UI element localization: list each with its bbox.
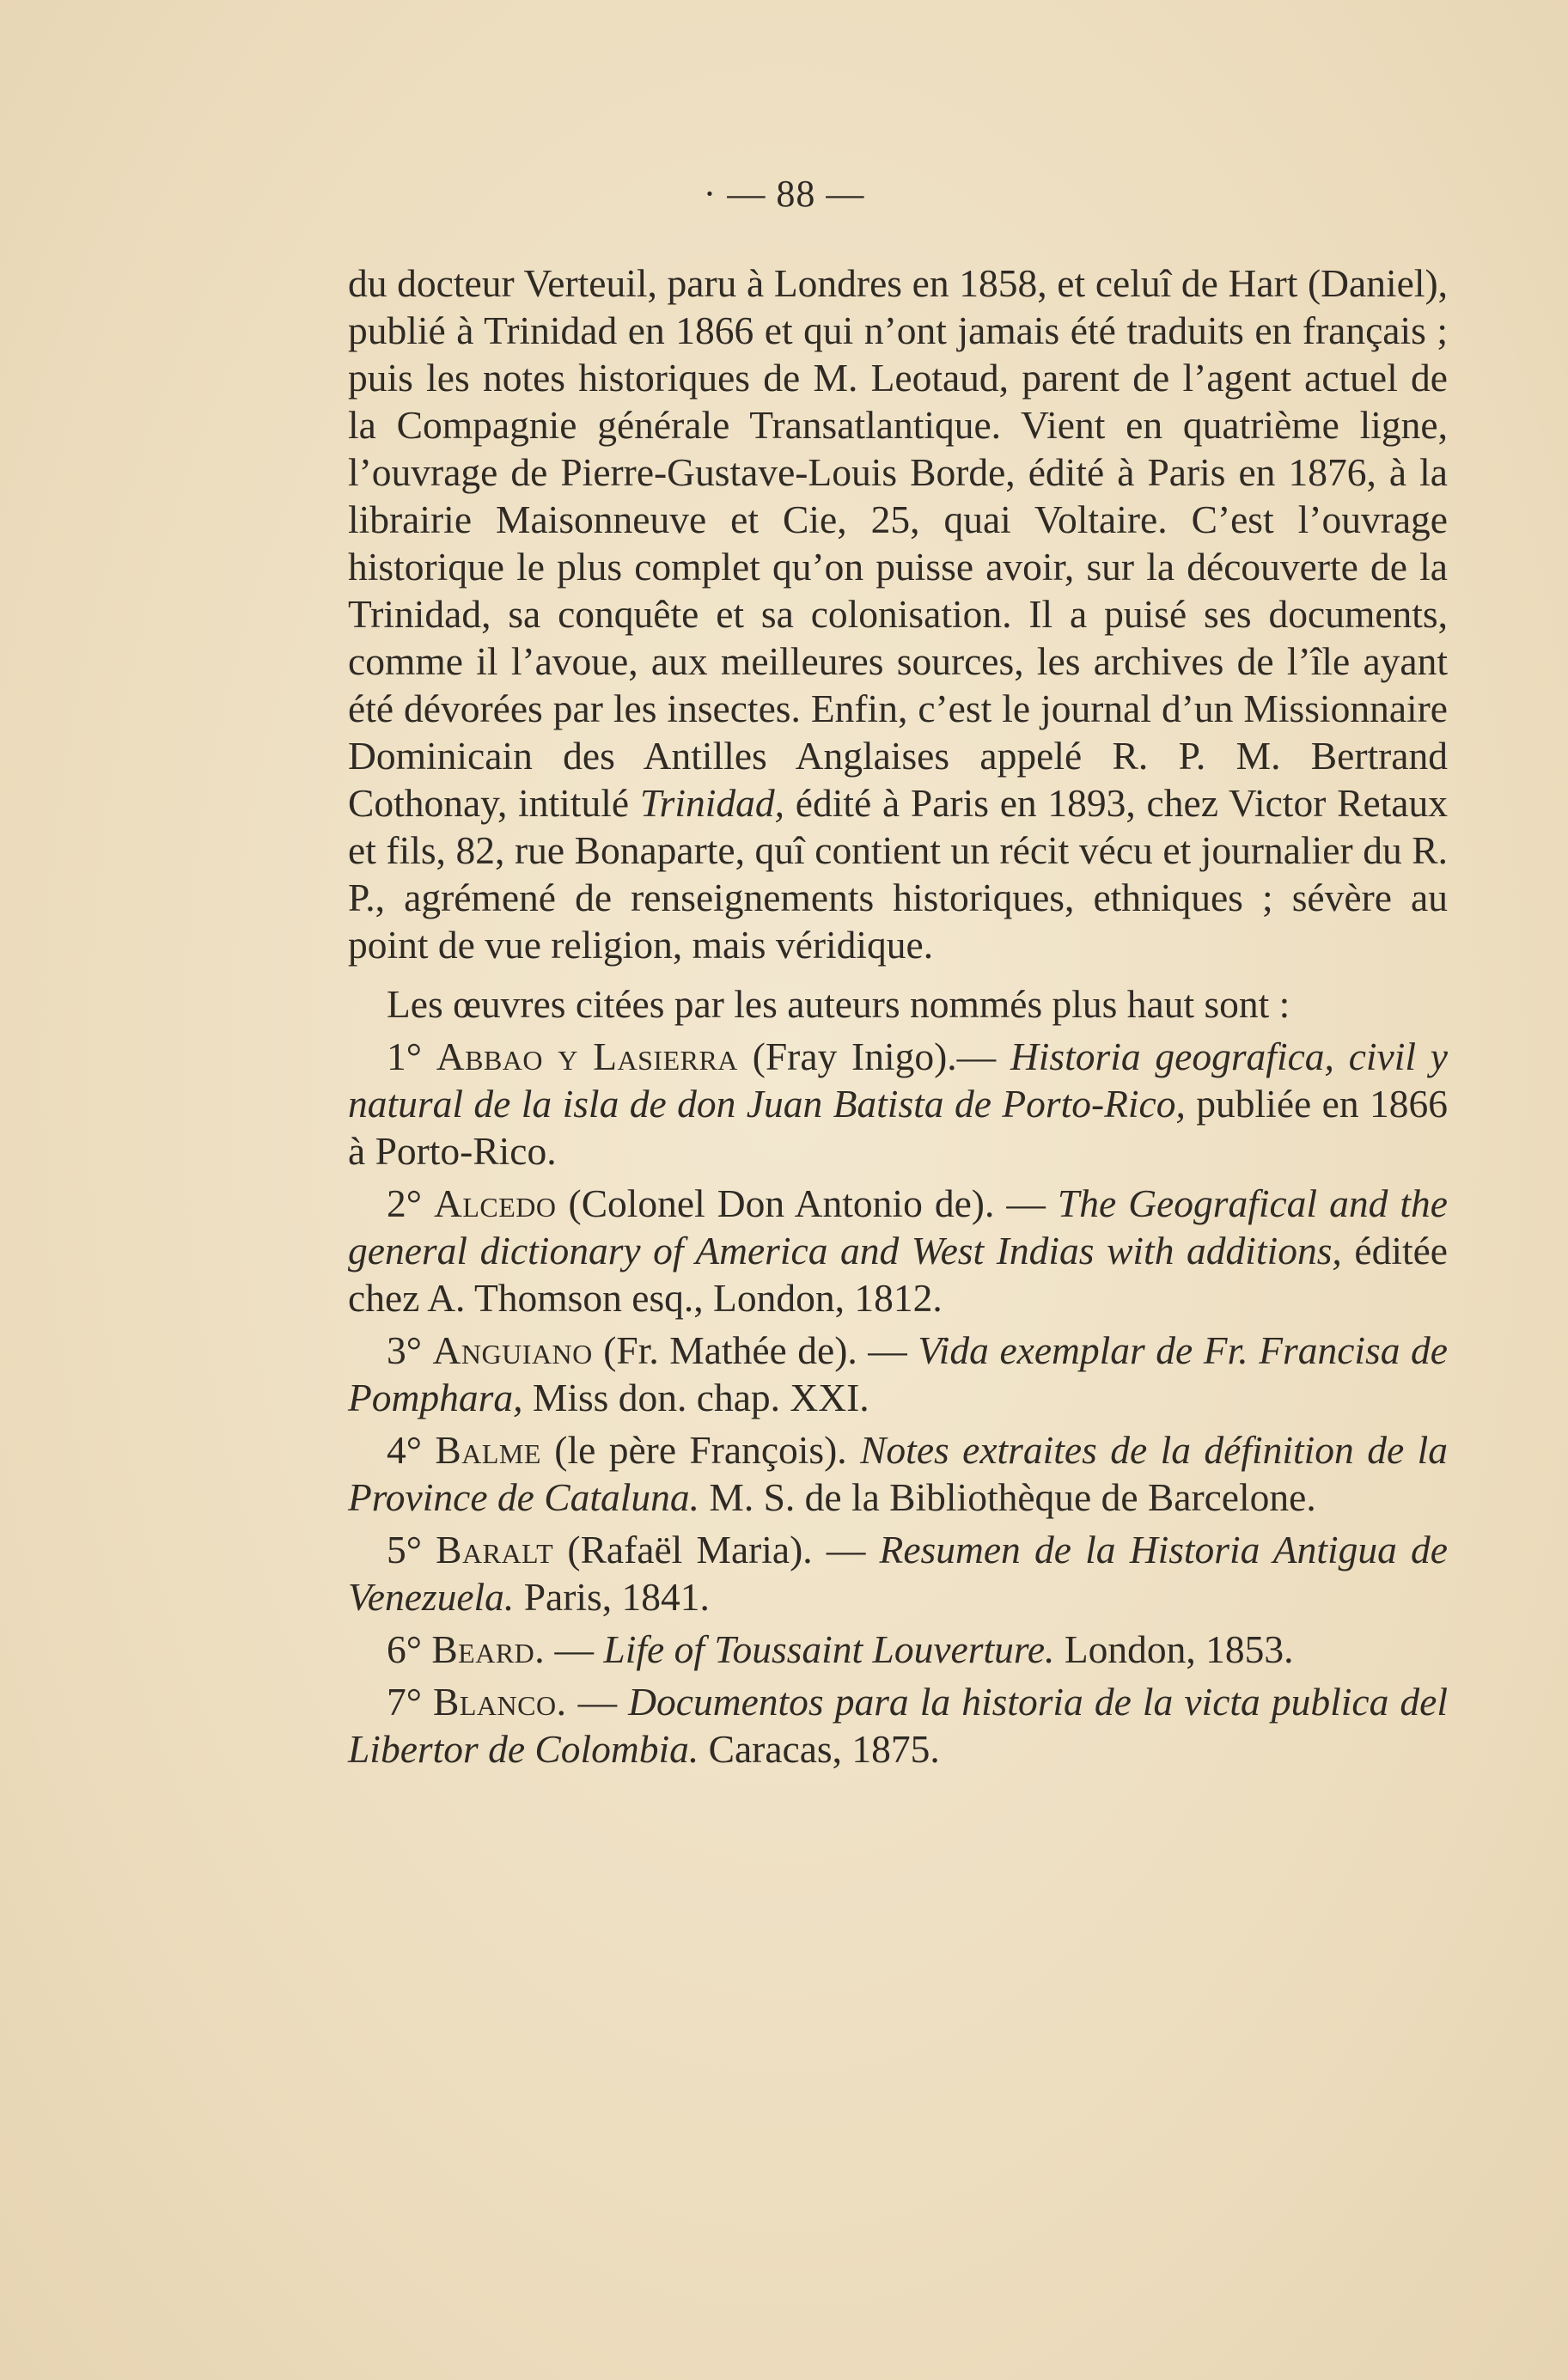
bibliography-entry bbox=[348, 1678, 1448, 1773]
entry-author: Anguiano bbox=[432, 1328, 593, 1372]
entry-author: Blanco. bbox=[433, 1680, 567, 1724]
entry-author: Baralt bbox=[436, 1528, 554, 1571]
body-text bbox=[348, 259, 1448, 1773]
bibliography-entry bbox=[348, 1327, 1448, 1421]
entry-rest: London, 1853. bbox=[1054, 1627, 1294, 1671]
paragraph-sources bbox=[348, 259, 1448, 968]
bibliography-entry bbox=[348, 1180, 1448, 1321]
entry-details: — bbox=[545, 1627, 604, 1671]
entry-details: (Colonel Don Antonio de). — bbox=[556, 1181, 1058, 1225]
bibliography-entry bbox=[348, 1526, 1448, 1620]
entry-number: 7° bbox=[387, 1680, 434, 1724]
entry-number: 3° bbox=[387, 1328, 433, 1372]
entry-rest: publiée en 1866 à Porto-Rico. bbox=[348, 1082, 1448, 1173]
entry-author: Balme bbox=[435, 1428, 541, 1472]
entry-details: (Rafaël Maria). — bbox=[553, 1528, 880, 1571]
entry-details: — bbox=[566, 1680, 629, 1724]
entry-number: 5° bbox=[387, 1528, 436, 1571]
entry-title: The Geografical and the general dictionary of America and West Indias with additions, bbox=[348, 1181, 1448, 1272]
paragraph-works-intro: Les œuvres citées par les auteurs nommés plus haut sont : bbox=[387, 982, 1290, 1026]
bibliography-entry bbox=[348, 1033, 1448, 1175]
entry-title: Life of Toussaint Louverture. bbox=[603, 1627, 1055, 1671]
entry-title: Historia geografica, civil y natural de la isla de don Juan Batista de Porto-Rico, bbox=[348, 1034, 1449, 1126]
entry-details: (Fray Inigo).— bbox=[737, 1034, 1010, 1078]
entry-title: Notes extraites de la définition de la Province de Cataluna. bbox=[348, 1428, 1448, 1519]
entry-number: 4° bbox=[387, 1428, 436, 1472]
entry-rest: M. S. de la Bibliothèque de Barcelone. bbox=[699, 1475, 1316, 1519]
entry-rest: Paris, 1841. bbox=[514, 1575, 710, 1619]
bibliography-entry bbox=[348, 1626, 1448, 1673]
entry-details: (Fr. Mathée de). — bbox=[592, 1328, 918, 1372]
entry-author: Beard. bbox=[431, 1627, 546, 1671]
entry-title: Vida exemplar de Fr. Francisa de Pomphara, bbox=[348, 1328, 1448, 1419]
entry-number: 1° bbox=[387, 1034, 436, 1078]
entry-author: Abbao y Lasierra bbox=[436, 1034, 738, 1078]
entry-rest: éditée chez A. Thomson esq., London, 1812. bbox=[348, 1229, 1448, 1320]
entry-title: Resumen de la Historia Antigua de Venezuela. bbox=[348, 1528, 1448, 1619]
entry-author: Alcedo bbox=[433, 1181, 557, 1225]
entry-rest: Caracas, 1875. bbox=[699, 1727, 940, 1771]
entry-number: 6° bbox=[387, 1627, 432, 1671]
entry-rest: Miss don. chap. XXI. bbox=[522, 1376, 869, 1419]
paragraph-sources-title: Trinidad, bbox=[639, 781, 784, 825]
entry-number: 2° bbox=[387, 1181, 434, 1225]
entry-title: Documentos para la historia de la victa publica del Libertor de Colombia. bbox=[348, 1680, 1449, 1771]
paragraph-sources-text: du docteur Verteuil, paru à Londres en 1858, et celuî de Hart (Daniel), publié à Trinidad en 1866 et qui n’ont jamais été traduits en français ; puis les notes historiques de M. Leotaud, parent de l’agent actuel de la Compagnie générale Transatlantique. Vient en quatrième ligne, l’ouvrage de Pierre-Gustave-Louis Borde, édité à Paris en 1876, à la librairie Maisonneuve et Cie, 25, quai Voltaire. C’est l’ouvrage historique le plus complet qu’on puisse avoir, sur la découverte de la Trinidad, sa conquête et sa colonisation. Il a puisé ses documents, comme il l’avoue, aux meilleures sources, les archives de l’île ayant été dévorées par les insectes. Enfin, c’est le journal d’un Missionnaire Dominicain des Antilles Anglaises appelé R. P. M. Bertrand Cothonay, intitulé bbox=[348, 261, 1448, 825]
bibliography-entry bbox=[348, 1426, 1448, 1521]
page-number: · — 88 — bbox=[703, 173, 865, 215]
entry-details: (le père François). bbox=[540, 1428, 861, 1472]
paragraph-sources-end: édité à Paris en 1893, chez Victor Retaux et fils, 82, rue Bonaparte, quî contient un récit vécu et journalier du R. P., agrémené de renseignements historiques, ethniques ; sévère au point de vue religion, mais véridique. bbox=[348, 781, 1448, 967]
